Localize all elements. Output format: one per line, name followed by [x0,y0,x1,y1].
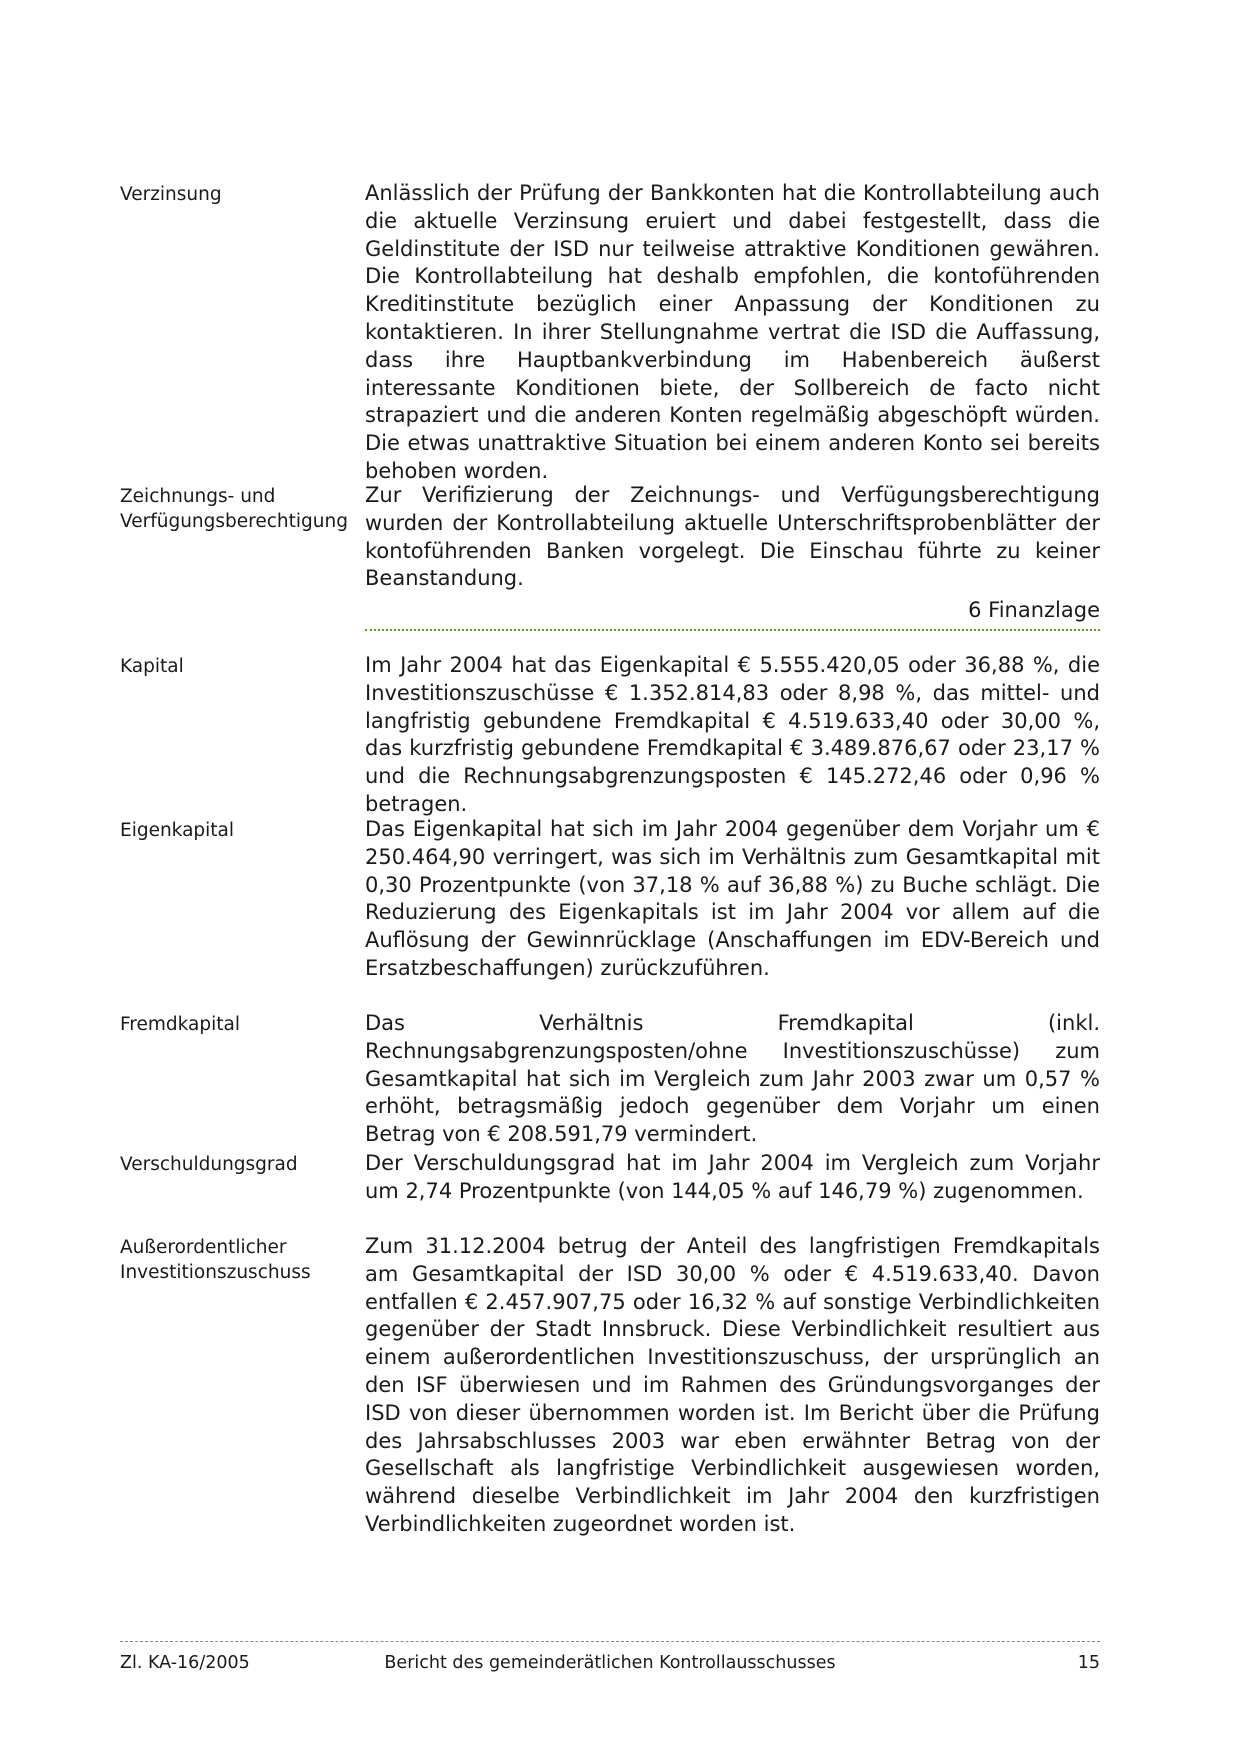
footer-title: Bericht des gemeinderätlichen Kontrollausschusses [384,1653,836,1673]
page-number: 15 [1077,1653,1100,1673]
section-eigenkapital [120,816,1100,986]
section-kapital [120,652,1100,816]
paragraph: Der Verschuldungsgrad hat im Jahr 2004 im Vergleich zum Vorjahr um 2,74 Prozentpunkte (von 144,05 % auf 146,79 %) zugenommen. [365,1151,1100,1203]
margin-label: Kapital [120,656,184,677]
paragraph: Zum 31.12.2004 betrug der Anteil des langfristigen Fremdkapitals am Gesamtkapital der ISD 30,00 % oder € 4.519.633,40. Davon entfallen € 2.457.907,75 oder 16,32 % auf sonstige Verbindlichkeiten gegenüber der Stadt Innsbruck. Diese Verbindlichkeit resultiert aus einem außerordentlichen Investitionszuschuss, der ursprünglich an den ISF überwiesen und im Rahmen des Gründungsvorganges der ISD von dieser übernommen worden ist. Im Bericht über die Prüfung des Jahrsabschlusses 2003 war eben erwähnter Betrag von der Gesellschaft als langfristige Verbindlichkeit ausgewiesen worden, während dieselbe Verbindlichkeit im Jahr 2004 den kurzfristigen Verbindlichkeiten zugeordnet worden ist. [365,1234,1100,1536]
margin-label: Verzinsung [120,184,222,205]
margin-label: Außerordentlicher Investitionszuschuss [120,1237,311,1283]
paragraph: Das Eigenkapital hat sich im Jahr 2004 gegenüber dem Vorjahr um € 250.464,90 verringert, was sich im Verhältnis zum Gesamtkapital mit 0,30 Prozentpunkte (von 37,18 % auf 36,88 %) zu Buche schlägt. Die Reduzierung des Eigenkapitals ist im Jahr 2004 vor allem auf die Auflösung der Gewinnrücklage (Anschaffungen im EDV-Bereich und Ersatzbeschaffungen) zurückzuführen. [365,817,1100,980]
section-heading-rule [365,629,1100,631]
paragraph: Anlässlich der Prüfung der Bankkonten hat die Kontrollabteilung auch die aktuelle Verzinsung eruiert und dabei festgestellt, dass die Geldinstitute der ISD nur teilweise attraktive Konditionen gewähren. Die Kontrollabteilung hat deshalb empfohlen, die kontoführenden Kreditinstitute bezüglich einer Anpassung der Konditionen zu kontaktieren. In ihrer Stellungnahme vertrat die ISD die Auffassung, dass ihre Hauptbankverbindung im Habenbereich äußerst interessante Konditionen biete, der Sollbereich de facto nicht strapaziert und die anderen Konten regelmäßig abgeschöpft würden. Die etwas unattraktive Situation bei einem anderen Konto sei bereits behoben worden. [365,181,1100,483]
footer-reference: Zl. KA-16/2005 [120,1653,250,1673]
section-investitionszuschuss [120,1233,1100,1543]
page-footer [120,1650,1100,1676]
footer-rule [120,1641,1100,1642]
paragraph: Im Jahr 2004 hat das Eigenkapital € 5.555.420,05 oder 36,88 %, die Investitionszuschüsse € 1.352.814,83 oder 8,98 %, das mittel- und langfristig gebundene Fremdkapital € 4.519.633,40 oder 30,00 %, das kurzfristig gebundene Fremdkapital € 3.489.876,67 oder 23,17 % und die Rechnungsabgrenzungsposten € 145.272,46 oder 0,96 % betragen. [365,653,1100,816]
margin-label: Zeichnungs- und Verfügungsberechtigung [120,486,348,532]
section-heading: 6 Finanzlage [968,598,1100,622]
paragraph: Zur Verifizierung der Zeichnungs- und Verfügungsberechtigung wurden der Kontrollabteilung aktuelle Unterschriftsprobenblätter der kontoführenden Banken vorgelegt. Die Einschau führte zu keiner Beanstandung. [365,483,1100,591]
section-fremdkapital [120,1010,1100,1147]
section-verzinsung [120,180,1100,483]
margin-label: Fremdkapital [120,1014,240,1035]
margin-label: Eigenkapital [120,820,235,841]
paragraph: Das Verhältnis Fremdkapital (inkl. Rechnungsabgrenzungsposten/ohne Investitionszuschüsse) zum Gesamtkapital hat sich im Vergleich zum Jahr 2003 zwar um 0,57 % erhöht, betragsmäßig jedoch gegenüber dem Vorjahr um einen Betrag von € 208.591,79 vermindert. [365,1011,1100,1147]
section-zeichnungsberechtigung [120,482,1100,591]
section-verschuldungsgrad [120,1150,1100,1210]
margin-label: Verschuldungsgrad [120,1154,298,1175]
